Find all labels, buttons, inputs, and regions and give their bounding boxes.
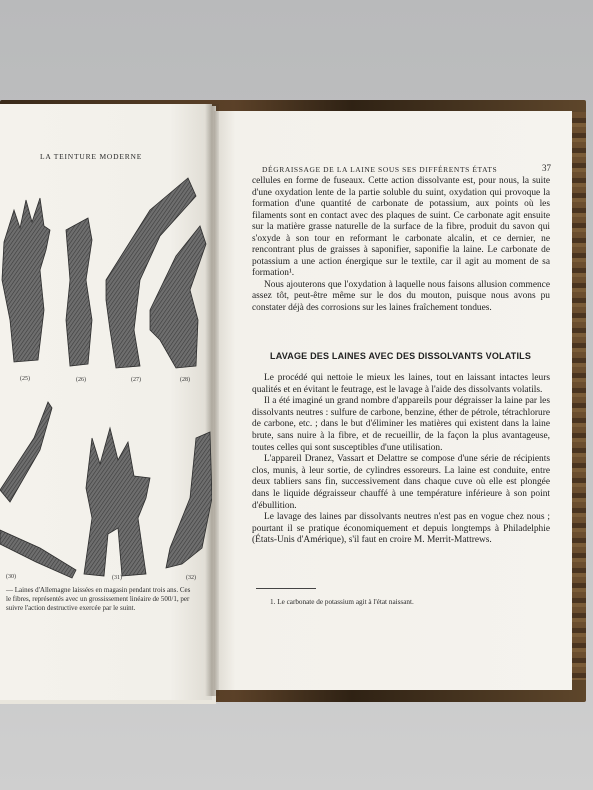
page-number: 37	[542, 163, 551, 173]
body-text-lower	[252, 373, 550, 547]
paragraph: L'appareil Dranez, Vassart et Delattre se compose d'une série de récipients clos, munis, à leur sortie, de cylindres essoreurs. La laine est conduite, entre deux tabliers sans fin, successivement dans chaque cuve où elle est plongée dans le liquide dégraisseur chauffé à une température inférieure à son point d'ébullition.	[252, 454, 550, 511]
figure-label-30: (30)	[6, 574, 16, 580]
fiber-26	[66, 218, 92, 366]
fiber-32	[166, 432, 212, 568]
right-running-header: DÉGRAISSAGE DE LA LAINE SOUS SES DIFFÉRENTS ÉTATS	[262, 165, 498, 174]
footnote-rule	[256, 588, 316, 589]
section-title: LAVAGE DES LAINES AVEC DES DISSOLVANTS VOLATILS	[270, 351, 532, 361]
figure-label-25: (25)	[20, 376, 30, 382]
wool-fiber-illustration-bottom	[0, 398, 212, 586]
fiber-25	[2, 198, 50, 362]
left-running-header: LA TEINTURE MODERNE	[40, 152, 143, 161]
figure-caption	[6, 586, 211, 613]
caption-line: le fibres, représentés avec un grossissement linéaire de 500/1, per	[6, 595, 190, 603]
paragraph: Le procédé qui nettoie le mieux les laines, tout en laissant intactes leurs qualités et en évitant le feutrage, est le lavage à l'aide des dissolvants volatils.	[252, 373, 550, 395]
paragraph: Le lavage des laines par dissolvants neutres n'est pas en vogue chez nous ; pourtant il se pratique économiquement et depuis longtemps à Philadelphie (États-Unis d'Amérique), s'il faut en croire M. Merrit-Mattrews.	[252, 512, 550, 546]
paragraph: Nous ajouterons que l'oxydation à laquelle nous faisons allusion commence assez tôt, peut-être même sur le dos du mouton, puisque nous avons pu constater déjà des corrosions sur les laines fraîchement tondues.	[252, 279, 550, 313]
figure-label-28: (28)	[180, 377, 190, 383]
fiber-31	[84, 428, 150, 576]
footnote: 1. Le carbonate de potassium agit à l'état naissant.	[270, 598, 414, 606]
wool-fiber-illustration-top	[0, 170, 212, 375]
fiber-28	[150, 226, 206, 368]
figure-label-31: (31)	[112, 575, 122, 581]
paragraph: Il a été imaginé un grand nombre d'appareils pour dégraisser la laine par les dissolvants neutres : sulfure de carbone, benzine, éther de pétrole, tétrachlorure de carbone, etc. ; dans le but d'éliminer les matières qui existent dans la laine brute, sans nuire à la fibre, et de recueillir, de la façon la plus avantageuse, toutes celles qui sont susceptibles d'une utilisation.	[252, 396, 550, 453]
page-edges	[572, 112, 586, 680]
figure-label-32: (32)	[186, 575, 196, 581]
body-text-upper	[252, 176, 550, 314]
caption-line: suivre l'action destructive exercée par le suint.	[6, 604, 136, 612]
figure-label-26: (26)	[76, 377, 86, 383]
figure-label-27: (27)	[131, 377, 141, 383]
caption-line: — Laines d'Allemagne laissées en magasin pendant trois ans. Ces	[6, 586, 191, 594]
paragraph: cellules en forme de fuseaux. Cette action dissolvante est, pour nous, la suite d'une oxydation lente de la partie soluble du suint, oxydation qui provoque la formation d'une quantité de carbonate de potassium, aux points où les filaments sont en contact avec des plaques de suint. Ce carbonate agit ensuite sur la matière grasse naturelle de la surface de la fibre, produit du savon qui s'oxyde à son tour en reformant le carbonate alcalin, et ce dernier, ne rencontrant plus de graisses à saponifier, saponifie la laine. Le carbonate de potassium a une action énergique sur le textile, car il agit au moment de sa formation¹.	[252, 176, 550, 278]
fiber-30	[0, 402, 52, 502]
